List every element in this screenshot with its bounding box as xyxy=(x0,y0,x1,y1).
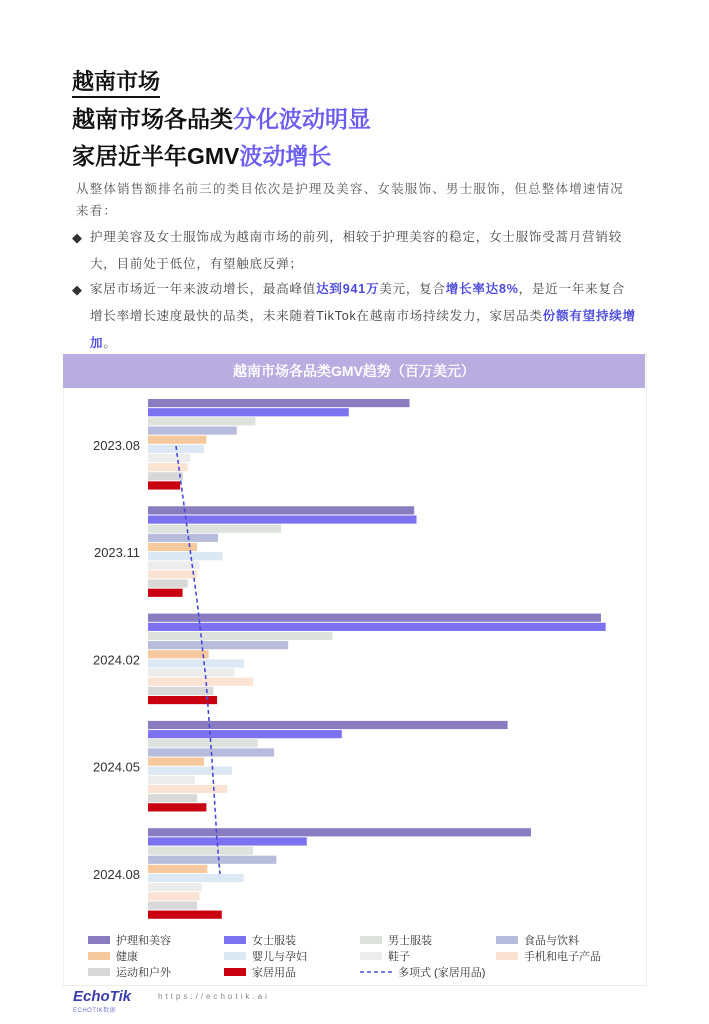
bullet-2-highlight2: 增长率达8% xyxy=(445,282,519,296)
bullet-1-text: 护理美容及女士服饰成为越南市场的前列，相较于护理美容的稳定，女士服饰受蒿月营销较大，目前处于低位，有望触底反弹； xyxy=(90,230,623,271)
category-label: 2023.11 xyxy=(93,545,140,561)
legend-label: 健康 xyxy=(116,951,138,963)
legend-label-trendline: 多项式 (家居用品) xyxy=(398,967,486,979)
diamond-bullet-icon: ◆ xyxy=(72,282,83,297)
title-line2-plain: 家居近半年GMV xyxy=(72,143,240,169)
bullet-2-highlight1: 达到941万 xyxy=(316,282,380,296)
category-label: 2024.08 xyxy=(93,866,140,882)
category-label: 2023.08 xyxy=(93,437,140,453)
bullet-2-part1: 家居市场近一年来波动增长，最高峰值 xyxy=(90,282,317,296)
echotik-logo-subtext: ECHOTIK数据 xyxy=(73,1008,117,1014)
intro-paragraph: 从整体销售额排名前三的类目依次是护理及美容、女装服饰、男士服饰，但总整体增速情况来看： xyxy=(76,182,625,218)
legend-label: 食品与饮料 xyxy=(524,935,579,947)
title-line2-highlight: 波动增长 xyxy=(239,143,332,169)
section-label: 越南市场 xyxy=(72,70,160,98)
legend-label: 鞋子 xyxy=(388,951,410,963)
bullet-2-part2: 美元，复合 xyxy=(379,282,446,296)
bullet-2-text xyxy=(72,276,638,357)
category-label: 2024.02 xyxy=(93,652,140,668)
legend-label: 家居用品 xyxy=(252,967,296,979)
category-label: 2024.05 xyxy=(93,759,140,775)
bullet-2-part4: 。 xyxy=(103,336,117,350)
echotik-logo: EchoTik xyxy=(73,988,132,1005)
legend-label: 男士服装 xyxy=(388,935,432,947)
title-line1-highlight: 分化波动明显 xyxy=(233,106,371,132)
title-line1-plain: 越南市场各品类 xyxy=(72,106,233,132)
page-title-line1 xyxy=(72,104,371,134)
page-title-line2 xyxy=(72,141,331,171)
bullet-2-highlight3: 份额有望持续增加 xyxy=(90,309,636,350)
legend-label: 手机和电子产品 xyxy=(524,951,601,963)
chart-title: 越南市场各品类GMV趋势（百万美元） xyxy=(63,354,645,388)
legend-label: 护理和美容 xyxy=(116,935,171,947)
bullet-item-1 xyxy=(72,224,638,278)
legend-label: 婴儿与孕妇 xyxy=(252,951,307,963)
bullet-2-part3: ，是近一年来复合增长率增长速度最快的品类，未来随着TikTok在越南市场持续发力，家居品类 xyxy=(90,282,626,323)
chart-container xyxy=(63,354,647,986)
diamond-bullet-icon: ◆ xyxy=(72,230,83,245)
bullet-item-2 xyxy=(72,276,638,357)
footer-url[interactable]: https://echotik.ai xyxy=(158,992,270,1001)
legend-label: 运动和户外 xyxy=(116,967,171,979)
legend-label: 女士服装 xyxy=(252,935,296,947)
